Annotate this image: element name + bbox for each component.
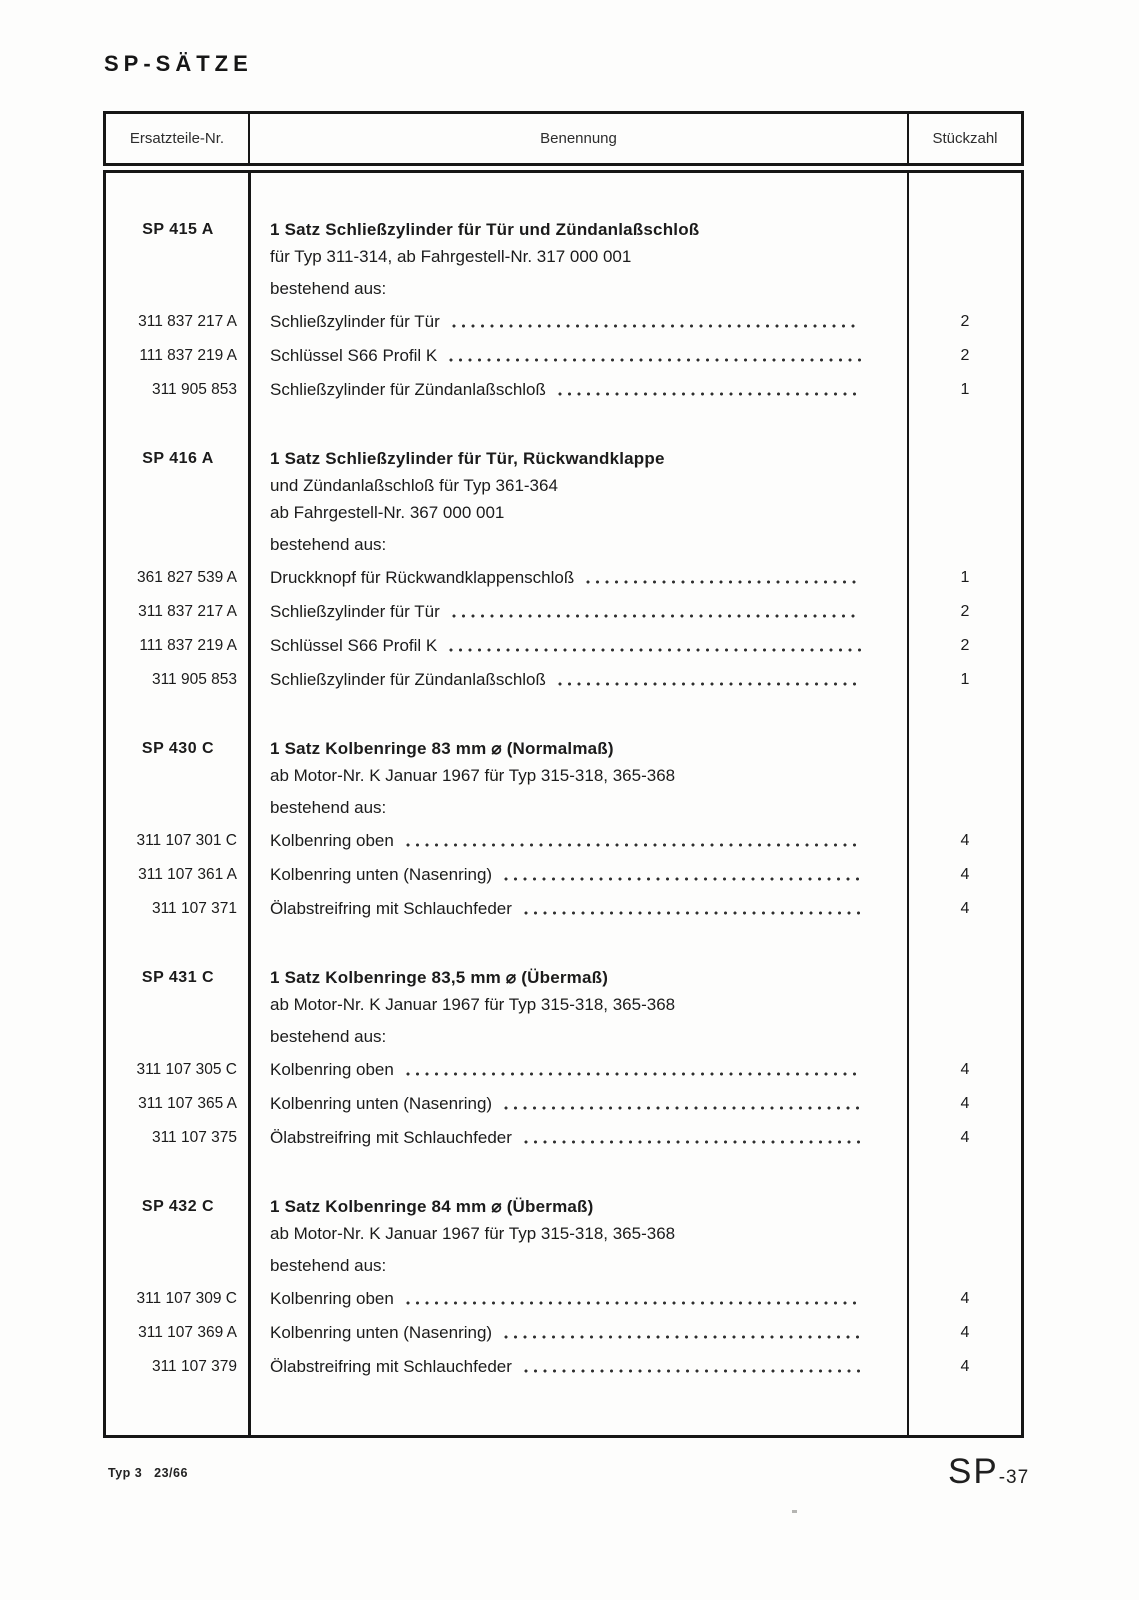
column-divider-1	[248, 173, 251, 1435]
dot-leader	[406, 824, 861, 858]
part-quantity: 4	[960, 1324, 970, 1341]
set-code: SP 416 A	[142, 450, 214, 467]
part-row	[106, 373, 1021, 407]
part-name: Schließzylinder für Zündanlaßschloß	[270, 670, 546, 689]
part-name-cell	[250, 1350, 909, 1384]
part-row	[106, 1053, 1021, 1087]
page-title: SP-SÄTZE	[104, 51, 253, 76]
part-row	[106, 1282, 1021, 1316]
part-name: Ölabstreifring mit Schlauchfeder	[270, 899, 512, 918]
parts-set-section	[106, 1193, 1021, 1384]
dot-leader	[406, 1282, 861, 1316]
part-number: 311 837 217 A	[138, 313, 237, 330]
part-name: Schlüssel S66 Profil K	[270, 346, 438, 365]
part-rows	[106, 1053, 1021, 1155]
part-name: Kolbenring unten (Nasenring)	[270, 865, 493, 884]
dot-leader	[449, 339, 861, 373]
part-number: 311 107 371	[151, 900, 237, 917]
part-number: 311 837 217 A	[138, 603, 237, 620]
part-number: 111 837 219 A	[139, 347, 237, 364]
column-header-part-number: Ersatzteile-Nr.	[106, 114, 250, 163]
part-name: Schließzylinder für Tür	[270, 312, 440, 331]
set-heading	[106, 735, 1021, 821]
part-rows	[106, 305, 1021, 407]
part-name: Kolbenring oben	[270, 1289, 394, 1308]
part-name-cell	[250, 339, 909, 373]
part-name-cell	[250, 305, 909, 339]
scan-speck	[792, 1510, 797, 1513]
part-number: 311 905 853	[151, 381, 237, 398]
part-name-cell	[250, 1053, 909, 1087]
dot-leader	[558, 373, 861, 407]
set-description	[250, 216, 1021, 302]
set-description	[250, 735, 1021, 821]
set-note: bestehend aus:	[270, 1256, 387, 1275]
part-name: Schließzylinder für Tür	[270, 602, 440, 621]
part-number: 311 107 369 A	[138, 1324, 237, 1341]
set-title: 1 Satz Kolbenringe 83,5 mm ⌀ (Übermaß)	[270, 968, 609, 987]
parts-set-section	[106, 216, 1021, 407]
column-header-quantity: Stückzahl	[932, 130, 998, 147]
set-title: 1 Satz Kolbenringe 83 mm ⌀ (Normalmaß)	[270, 739, 614, 758]
table-body-inner	[106, 173, 1021, 1435]
dot-leader	[504, 1087, 861, 1121]
set-title: 1 Satz Schließzylinder für Tür und Zündanlaßschloß	[270, 220, 700, 239]
part-number: 311 107 305 C	[136, 1061, 237, 1078]
set-description	[250, 1193, 1021, 1279]
table-header	[103, 111, 1024, 166]
part-quantity: 4	[960, 1095, 970, 1112]
part-number: 111 837 219 A	[139, 637, 237, 654]
part-number: 311 107 365 A	[138, 1095, 237, 1112]
set-note: bestehend aus:	[270, 798, 387, 817]
part-name: Kolbenring oben	[270, 831, 394, 850]
set-subtitle: für Typ 311-314, ab Fahrgestell-Nr. 317 000 001	[270, 247, 632, 266]
part-quantity: 4	[960, 1061, 970, 1078]
part-number: 311 107 301 C	[136, 832, 237, 849]
part-quantity: 4	[960, 1358, 970, 1375]
set-code: SP 431 C	[141, 969, 215, 986]
part-quantity: 2	[960, 347, 970, 364]
parts-set-section	[106, 735, 1021, 926]
column-header-designation: Benennung	[250, 114, 909, 163]
part-name-cell	[250, 1316, 909, 1350]
dot-leader	[524, 892, 861, 926]
part-row	[106, 305, 1021, 339]
part-name-cell	[250, 1087, 909, 1121]
part-quantity: 4	[960, 900, 970, 917]
part-quantity: 2	[960, 313, 970, 330]
set-subtitle: ab Motor-Nr. K Januar 1967 für Typ 315-318, 365-368	[270, 1224, 676, 1243]
part-name: Kolbenring unten (Nasenring)	[270, 1323, 493, 1342]
part-row	[106, 824, 1021, 858]
part-name-cell	[250, 892, 909, 926]
part-name-cell	[250, 595, 909, 629]
part-rows	[106, 561, 1021, 697]
part-name-cell	[250, 373, 909, 407]
parts-set-section	[106, 964, 1021, 1155]
set-description	[250, 964, 1021, 1050]
part-row	[106, 1121, 1021, 1155]
part-row	[106, 663, 1021, 697]
part-name-cell	[250, 858, 909, 892]
part-name: Schlüssel S66 Profil K	[270, 636, 438, 655]
part-quantity: 4	[960, 1129, 970, 1146]
part-number: 311 107 375	[151, 1129, 237, 1146]
part-rows	[106, 1282, 1021, 1384]
parts-set-section	[106, 445, 1021, 697]
part-number: 311 107 379	[151, 1358, 237, 1375]
set-description	[250, 445, 1021, 558]
dot-leader	[504, 1316, 861, 1350]
part-quantity: 4	[960, 832, 970, 849]
footer-page-prefix: SP	[948, 1452, 999, 1491]
set-note: bestehend aus:	[270, 1027, 387, 1046]
dot-leader	[452, 305, 861, 339]
dot-leader	[504, 858, 861, 892]
part-name: Kolbenring oben	[270, 1060, 394, 1079]
part-name-cell	[250, 824, 909, 858]
part-row	[106, 339, 1021, 373]
set-note: bestehend aus:	[270, 535, 387, 554]
set-note: bestehend aus:	[270, 279, 387, 298]
part-quantity: 2	[960, 637, 970, 654]
footer-page-number	[948, 1452, 1029, 1492]
set-title: 1 Satz Kolbenringe 84 mm ⌀ (Übermaß)	[270, 1197, 594, 1216]
part-name: Druckknopf für Rückwandklappenschloß	[270, 568, 575, 587]
part-number: 311 107 361 A	[138, 866, 237, 883]
dot-leader	[452, 595, 861, 629]
part-name-cell	[250, 1121, 909, 1155]
part-quantity: 1	[960, 569, 970, 586]
sections	[106, 216, 1021, 1384]
set-title: 1 Satz Schließzylinder für Tür, Rückwandklappe	[270, 449, 665, 468]
part-name: Kolbenring unten (Nasenring)	[270, 1094, 493, 1113]
part-row	[106, 1350, 1021, 1384]
set-heading	[106, 1193, 1021, 1279]
part-row	[106, 1087, 1021, 1121]
part-name-cell	[250, 1282, 909, 1316]
part-row	[106, 595, 1021, 629]
dot-leader	[558, 663, 861, 697]
part-quantity: 1	[960, 381, 970, 398]
dot-leader	[406, 1053, 861, 1087]
dot-leader	[524, 1350, 861, 1384]
part-name-cell	[250, 561, 909, 595]
part-number: 311 107 309 C	[136, 1290, 237, 1307]
dot-leader	[449, 629, 861, 663]
part-row	[106, 858, 1021, 892]
set-code: SP 432 C	[141, 1198, 215, 1215]
set-code: SP 415 A	[142, 221, 214, 238]
part-row	[106, 561, 1021, 595]
set-subtitle: ab Fahrgestell-Nr. 367 000 001	[270, 503, 505, 522]
part-name: Ölabstreifring mit Schlauchfeder	[270, 1128, 512, 1147]
part-rows	[106, 824, 1021, 926]
column-divider-2	[907, 173, 909, 1435]
set-heading	[106, 445, 1021, 558]
part-name: Ölabstreifring mit Schlauchfeder	[270, 1357, 512, 1376]
part-quantity: 4	[960, 1290, 970, 1307]
set-subtitle: und Zündanlaßschloß für Typ 361-364	[270, 476, 558, 495]
part-name-cell	[250, 663, 909, 697]
part-number: 361 827 539 A	[137, 569, 237, 586]
set-subtitle: ab Motor-Nr. K Januar 1967 für Typ 315-318, 365-368	[270, 766, 676, 785]
dot-leader	[586, 561, 861, 595]
part-quantity: 4	[960, 866, 970, 883]
footer-page-suffix: -37	[998, 1467, 1030, 1488]
set-subtitle: ab Motor-Nr. K Januar 1967 für Typ 315-318, 365-368	[270, 995, 676, 1014]
part-name: Schließzylinder für Zündanlaßschloß	[270, 380, 546, 399]
part-row	[106, 1316, 1021, 1350]
part-row	[106, 892, 1021, 926]
set-heading	[106, 216, 1021, 302]
set-heading	[106, 964, 1021, 1050]
footer-doc-ref: Typ 3 23/66	[108, 1466, 188, 1480]
part-quantity: 2	[960, 603, 970, 620]
dot-leader	[524, 1121, 861, 1155]
part-row	[106, 629, 1021, 663]
part-quantity: 1	[960, 671, 970, 688]
table-body	[103, 170, 1024, 1438]
part-name-cell	[250, 629, 909, 663]
part-number: 311 905 853	[151, 671, 237, 688]
set-code: SP 430 C	[141, 740, 215, 757]
